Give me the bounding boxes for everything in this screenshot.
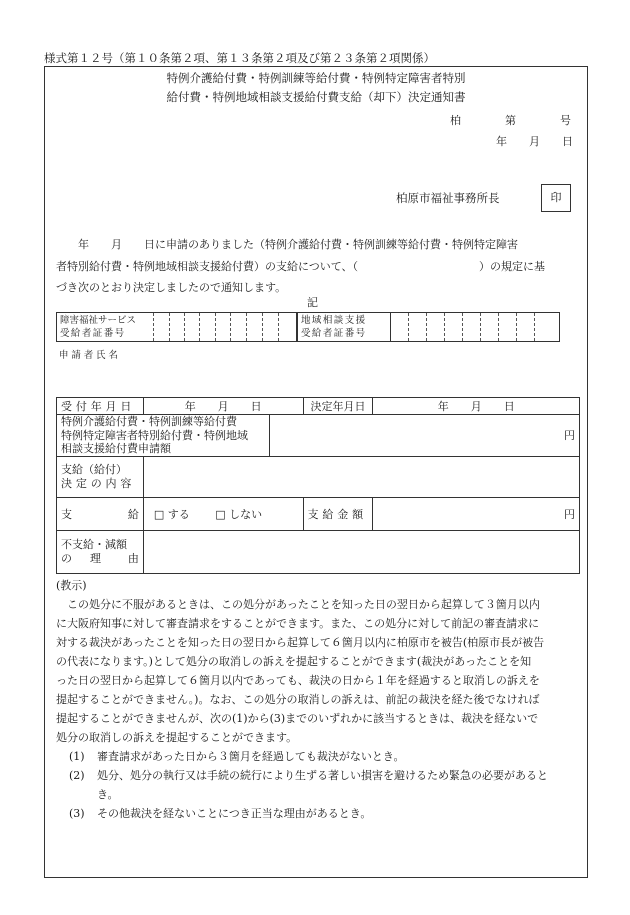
- digit-cell[interactable]: [408, 313, 409, 341]
- digit-cell[interactable]: [444, 313, 445, 341]
- received-date-label: 受付年月日: [57, 398, 144, 415]
- service-recipient-label: 障害福祉サービス 受給者証番号: [60, 315, 137, 339]
- appeal-notice: [56, 576, 584, 747]
- notice-line: この処分に不服があるときは、この処分があったことを知った日の翌日から起算して３箇月以内: [67, 598, 540, 611]
- digit-cell[interactable]: [262, 313, 263, 341]
- payment-amount-label: 支給金額: [303, 497, 373, 530]
- decision-table: [56, 397, 580, 574]
- digit-cell[interactable]: [516, 313, 517, 341]
- decision-content-value[interactable]: [143, 456, 579, 497]
- digit-cell[interactable]: [230, 313, 231, 341]
- payment-amount-value[interactable]: 円: [373, 497, 580, 530]
- decision-date-value[interactable]: 年 月 日: [373, 398, 580, 415]
- denial-reason-value[interactable]: [143, 530, 579, 573]
- digit-cell[interactable]: [462, 313, 463, 341]
- notice-line: 対する裁決があったことを知った日の翌日から起算して６箇月以内に柏原市を被告(柏原市長が被告: [56, 636, 545, 649]
- digit-cell[interactable]: [426, 313, 427, 341]
- issue-date: 年 月 日: [496, 135, 573, 148]
- notice-item-1: (1) 審査請求があった日から３箇月を経過しても裁決がないとき。: [69, 750, 405, 763]
- option-yes-checkbox[interactable]: □ する: [153, 507, 190, 521]
- notice-line: った日の翌日から起算して６箇月以内であっても、裁決の日から１年を経過すると取消しの訴えを: [56, 674, 540, 687]
- digit-cell[interactable]: [184, 313, 185, 341]
- received-date-value[interactable]: 年 月 日: [143, 398, 303, 415]
- community-support-number-box: [297, 312, 560, 342]
- notice-line: の代表になります。)として処分の取消しの訴えを提起することができます(裁決があったことを知: [56, 655, 532, 668]
- document-title-line2: 給付費・特例地域相談支援給付費支給（却下）決定通知書: [166, 90, 466, 104]
- application-amount-value[interactable]: 円: [269, 415, 579, 457]
- decision-date-label: 決定年月日: [303, 398, 373, 415]
- digit-cell[interactable]: [169, 313, 170, 341]
- intro-line: づき次のとおり決定しましたので通知します。: [56, 281, 287, 294]
- service-recipient-number-box: [56, 312, 297, 342]
- notice-line: 提起することができません。)。なお、この処分の取消しの訴えは、前記の裁決を経た後でなければ: [56, 693, 540, 706]
- intro-paragraph: [56, 234, 580, 299]
- payment-options: [143, 497, 303, 530]
- document-frame: 特例介護給付費・特例訓練等給付費・特例特定障害者特別 給付費・特例地域相談支援給付費支給（却下）決定通知書 柏 第 号 年 月 日 柏原市福祉事務所長 印 年 月 日に申請のありました（特例介護給付費・特例訓練等給付費・特例特定障害 者特別給付費・特例地域相談支援給付費）の支給について、（ ）の規定に基 づき次のとおり決定しましたので通知します。 記 障害福祉サービス 受給者証番号 地域相談支援 受給者証番号 申請者氏名 受付年月日 年 月 日 決定年月日 年 月 日 特例介護給付費・特例訓練等給付費 特例特定障害者特別給付費・特例地域 相談支援給付費申請額 円 支給（給付） 決定の内容 支 給 □ する □ しない 支給金額 円 不支給・減額 の 理 由 (教示) この処分に不服があるときは、この処分があったことを知った日の翌日から起算して３箇月以内 に大阪府知事に対して審査請求をすることができます。また、この処分に対して前記の審査請求に 対する裁決があったことを知った日の翌日から起算して６箇月以内に柏原市を被告(柏原市長が被告 の代表になります。)として処分の取消しの訴えを提起することができます(裁決があったことを知 った日の翌日から起算して６箇月以内であっても、裁決の日から１年を経過すると取消しの訴えを 提起することができません。)。なお、この処分の取消しの訴えは、前記の裁決を経た後でなければ 提起することができませんが、次の(1)から(3)までのいずれかに該当するときは、裁決を経ないで 処分の取消しの訴えを提起することができます。 (1) 審査請求があった日から３箇月を経過しても裁決がないとき。 (2) 処分、処分の執行又は手続の続行により生ずる著しい損害を避けるため緊急の必要があると き。 (3) その他裁決を経ないことにつき正当な理由があるとき。: [44, 66, 588, 878]
- document-number: 柏 第 号: [450, 114, 571, 127]
- notice-item-3: (3) その他裁決を経ないことにつき正当な理由があるとき。: [69, 807, 372, 820]
- seal-stamp: 印: [541, 184, 571, 212]
- digit-cell[interactable]: [246, 313, 247, 341]
- digit-cell[interactable]: [199, 313, 200, 341]
- denial-reason-label: 不支給・減額 の 理 由: [57, 530, 144, 573]
- digit-cell[interactable]: [534, 313, 535, 341]
- intro-line: 年 月 日に申請のありました（特例介護給付費・特例訓練等給付費・特例特定障害: [56, 238, 518, 251]
- notice-line: 処分の取消しの訴えを提起することができます。: [56, 731, 298, 744]
- community-support-label: 地域相談支援 受給者証番号: [301, 315, 367, 339]
- digit-cell[interactable]: [153, 313, 154, 341]
- document-title-line1: 特例介護給付費・特例訓練等給付費・特例特定障害者特別: [166, 71, 466, 85]
- payment-label: 支 給: [57, 497, 144, 530]
- option-no-checkbox[interactable]: □ しない: [215, 507, 263, 521]
- issuer-name: 柏原市福祉事務所長: [396, 191, 500, 205]
- applicant-name-label: 申請者氏名: [59, 350, 121, 361]
- divider: [390, 313, 391, 341]
- notice-line: に大阪府知事に対して審査請求をすることができます。また、この処分に対して前記の審査請求に: [56, 617, 540, 630]
- notice-heading: (教示): [56, 579, 87, 592]
- notice-item-2: (2) 処分、処分の執行又は手続の続行により生ずる著しい損害を避けるため緊急の必要があると: [69, 769, 548, 782]
- intro-line: 者特別給付費・特例地域相談支援給付費）の支給について、（ ）の規定に基: [56, 259, 546, 273]
- digit-cell[interactable]: [498, 313, 499, 341]
- application-amount-label: 特例介護給付費・特例訓練等給付費 特例特定障害者特別給付費・特例地域 相談支援給付費申請額: [57, 415, 270, 457]
- digit-cell[interactable]: [480, 313, 481, 341]
- digit-cell[interactable]: [278, 313, 279, 341]
- record-mark: 記: [307, 296, 318, 309]
- decision-content-label: 支給（給付） 決定の内容: [57, 456, 144, 497]
- digit-cell[interactable]: [215, 313, 216, 341]
- form-code: 様式第１２号（第１０条第２項、第１３条第２項及び第２３条第２項関係）: [44, 51, 435, 65]
- notice-line: 提起することができませんが、次の(1)から(3)までのいずれかに該当するときは、裁決を経ないで: [56, 712, 539, 725]
